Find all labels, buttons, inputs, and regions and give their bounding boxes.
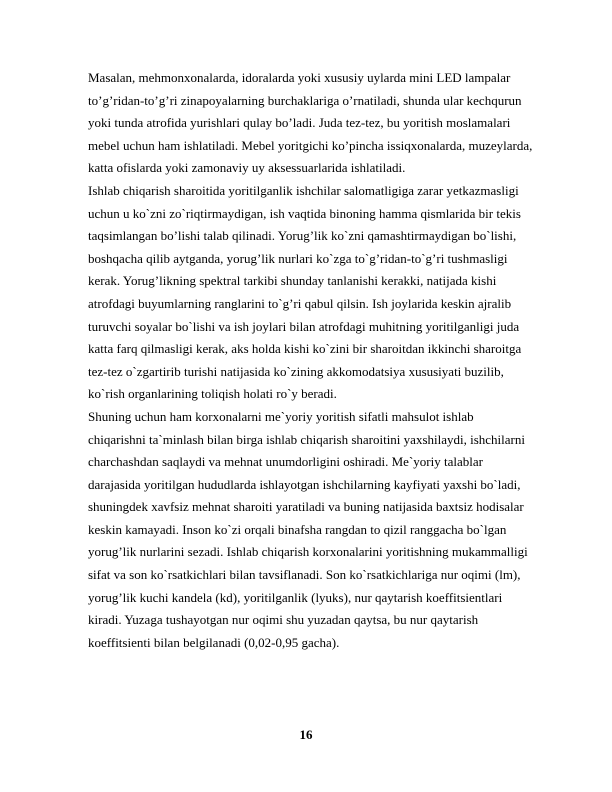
page-number: 16	[299, 727, 313, 742]
text-line: to’g’ridan-to’g’ri zinapoyalarning burchaklariga o’rnatiladi, shunda ular kechqurun	[88, 92, 522, 108]
text-line: chiqarishni ta`minlash bilan birga ishlab chiqarish sharoitini yaxshilaydi, ishchilarni	[88, 431, 525, 447]
text-line: Shuning uchun ham korxonalarni me`yoriy yoritish sifatli mahsulot ishlab	[88, 408, 474, 424]
text-line: darajasida yoritilgan hududlarda ishlayotgan ishchilarning kayfiyati yaxshi bo`ladi,	[88, 476, 521, 492]
text-line: sifat va son ko`rsatkichlari bilan tavsiflanadi. Son ko`rsatkichlariga nur oqimi (lm),	[88, 567, 521, 583]
text-line: atrofdagi buyumlarning ranglarini to`g’ri qabul qilsin. Ish joylarida keskin ajralib	[88, 295, 512, 311]
body-text	[88, 67, 566, 654]
text-line: charchashdan saqlaydi va mehnat unumdorligini oshiradi. Me`yoriy talablar	[88, 454, 483, 470]
text-line: yorug’lik nurlarini sezadi. Ishlab chiqarish korxonalarini yoritishning mukammalligi	[88, 544, 528, 560]
text-line: yorug’lik kuchi kandela (kd), yoritilganlik (lyuks), nur qaytarish koeffitsientlari	[88, 589, 503, 605]
text-line: mebel uchun ham ishlatiladi. Mebel yoritgichi ko’pincha issiqxonalarda, muzeylarda,	[88, 137, 533, 153]
text-line: ko`rish organlarining toliqish holati ro`y beradi.	[88, 386, 337, 402]
text-line: kerak. Yorug’likning spektral tarkibi shunday tanlanishi kerakki, natijada kishi	[88, 273, 497, 289]
text-line: kiradi. Yuzaga tushayotgan nur oqimi shu yuzadan qaytsa, bu nur qaytarish	[88, 612, 479, 628]
text-line: koeffitsienti bilan belgilanadi (0,02-0,95 gacha).	[88, 634, 340, 650]
text-line: Masalan, mehmonxonalarda, idoralarda yoki xususiy uylarda mini LED lampalar	[88, 70, 511, 85]
text-line: boshqacha qilib aytganda, yorug’lik nurlari ko`zga to`g’ridan-to`g’ri tushmasligi	[88, 250, 508, 266]
text-line: yoki tunda atrofida yurishlari qulay bo’ladi. Juda tez-tez, bu yoritish moslamalari	[88, 115, 511, 131]
text-line: turuvchi soyalar bo`lishi va ish joylari bilan atrofdagi muhitning yoritilganligi juda	[88, 318, 520, 334]
text-line: uchun u ko`zni zo`riqtirmaydigan, ish vaqtida binoning hamma qismlarida bir tekis	[88, 205, 521, 221]
text-line: keskin kamayadi. Inson ko`zi orqali binafsha rangdan to qizil ranggacha bo`lgan	[88, 521, 507, 537]
text-line: katta ofislarda yoki zamonaviy uy aksessuarlarida ishlatiladi.	[88, 160, 406, 176]
text-line: shuningdek xavfsiz mehnat sharoiti yaratiladi va buning natijasida baxtsiz hodisalar	[88, 499, 524, 515]
text-line: taqsimlangan bo’lishi talab qilinadi. Yorug’lik ko`zni qamashtirmaydigan bo`lishi,	[88, 228, 517, 244]
text-line: tez-tez o`zgartirib turishi natijasida ko`zining akkomodatsiya xususiyati buzilib,	[88, 363, 504, 379]
text-line: Ishlab chiqarish sharoitida yoritilganlik ishchilar salomatligiga zarar yetkazmasligi	[88, 182, 519, 198]
text-line: katta farq qilmasligi kerak, aks holda kishi ko`zini bir sharoitdan ikkinchi sharoitga	[88, 341, 522, 357]
